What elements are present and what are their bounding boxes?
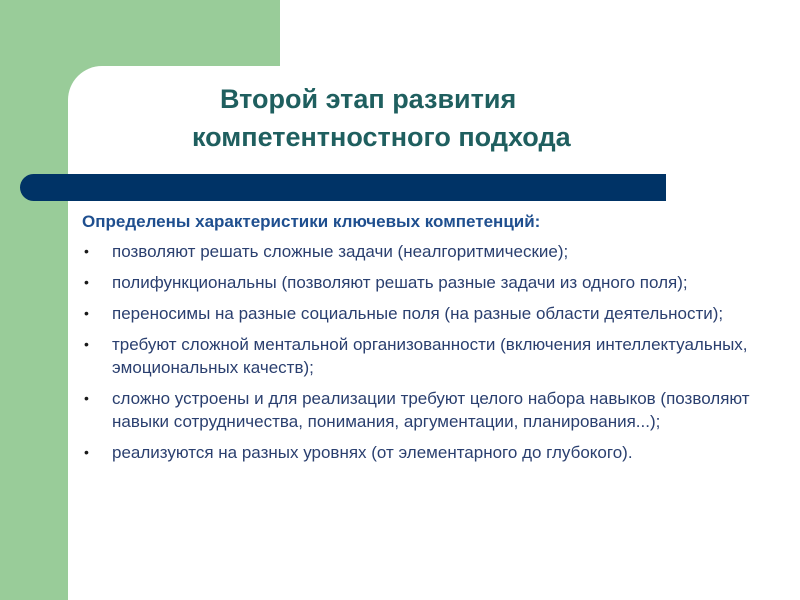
bullet-text: позволяют решать сложные задачи (неалгоритмические); bbox=[112, 242, 569, 261]
bullet-text: требуют сложной ментальной организованности (включения интеллектуальных, эмоциональных качеств); bbox=[112, 335, 748, 377]
slide-title-line-2: компетентностного подхода bbox=[192, 122, 571, 152]
bullet-icon: • bbox=[84, 274, 89, 290]
intro-heading: Определены характеристики ключевых компетенций: bbox=[82, 212, 541, 231]
green-side-strip bbox=[0, 0, 68, 600]
bullet-text: сложно устроены и для реализации требуют целого набора навыков (позволяют навыки сотрудничества, понимания, аргументации, планирования...); bbox=[112, 389, 750, 431]
title-divider-bar bbox=[20, 174, 666, 201]
bullet-icon: • bbox=[84, 444, 89, 460]
bullet-item bbox=[82, 271, 762, 294]
bullet-icon: • bbox=[84, 336, 89, 352]
bullet-text: реализуются на разных уровнях (от элементарного до глубокого). bbox=[112, 443, 633, 462]
slide-title bbox=[192, 80, 760, 156]
bullet-item bbox=[82, 240, 762, 263]
bullet-list bbox=[82, 240, 762, 464]
slide-title-line-1: Второй этап развития bbox=[220, 84, 517, 114]
bullet-item bbox=[82, 333, 762, 379]
bullet-item bbox=[82, 441, 762, 464]
bullet-text: переносимы на разные социальные поля (на разные области деятельности); bbox=[112, 304, 724, 323]
slide-body bbox=[82, 210, 762, 472]
bullet-icon: • bbox=[84, 243, 89, 259]
bullet-item bbox=[82, 387, 762, 433]
bullet-icon: • bbox=[84, 390, 89, 406]
bullet-text: полифункциональны (позволяют решать разные задачи из одного поля); bbox=[112, 273, 688, 292]
bullet-item bbox=[82, 302, 762, 325]
bullet-icon: • bbox=[84, 305, 89, 321]
